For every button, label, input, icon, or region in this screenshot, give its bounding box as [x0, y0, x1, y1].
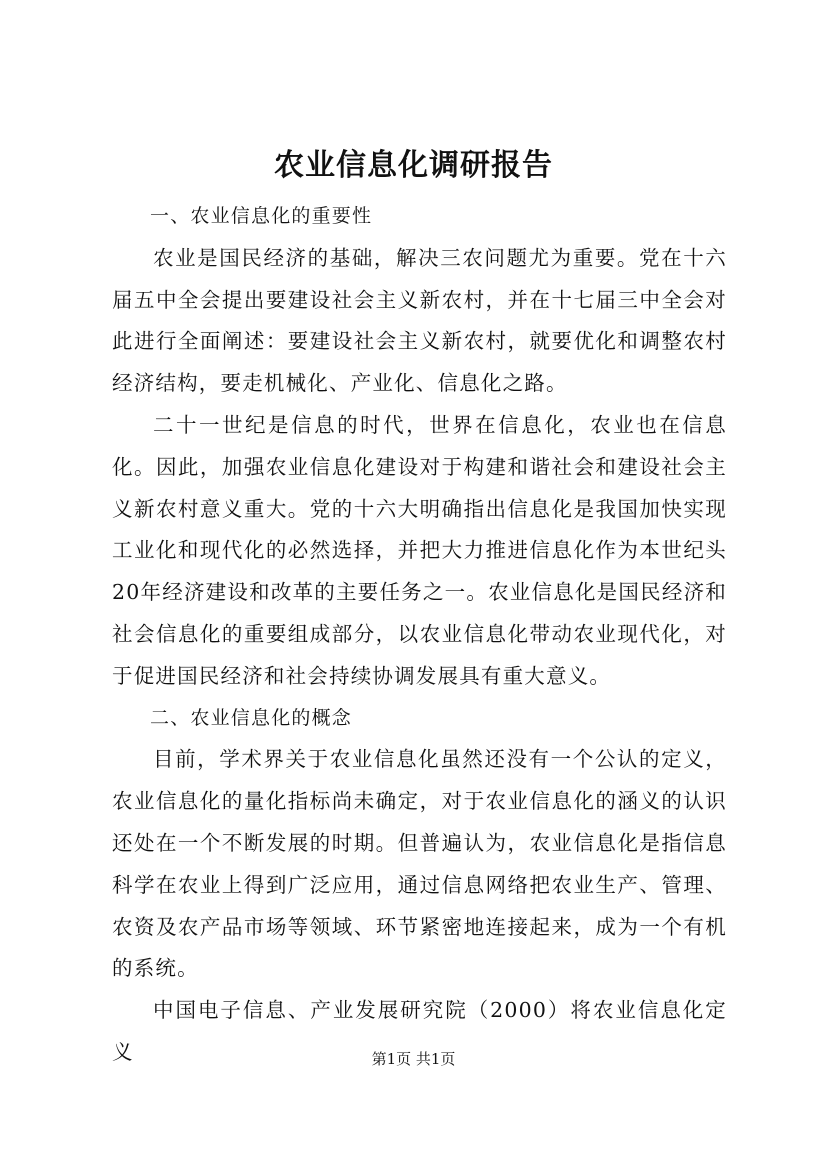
- page-number-footer: 第1页 共1页: [371, 1050, 456, 1068]
- section-heading-concept: 二、农业信息化的概念: [150, 706, 353, 729]
- paragraph: 二十一世纪是信息的时代，世界在信息化，农业也在信息化。因此，加强农业信息化建设对于构建和谐社会和建设社会主义新农村意义重大。党的十六大明确指出信息化是我国加快实现工业化和现代化的必然选择，并把大力推进信息化作为本世纪头20年经济建设和改革的主要任务之一。农业信息化是国民经济和社会信息化的重要组成部分，以农业信息化带动农业现代化，对于促进国民经济和社会持续协调发展具有重大意义。: [112, 412, 727, 688]
- section-heading-importance: 一、农业信息化的重要性: [150, 205, 373, 227]
- document-body: [112, 196, 727, 1074]
- paragraph: 目前，学术界关于农业信息化虽然还没有一个公认的定义，农业信息化的量化指标尚未确定，对于农业信息化的涵义的认识还处在一个不断发展的时期。但普遍认为，农业信息化是指信息科学在农业上得到广泛应用，通过信息网络把农业生产、管理、农资及农产品市场等领域、环节紧密地连接起来，成为一个有机的系统。: [112, 747, 727, 981]
- paragraph: 农业是国民经济的基础，解决三农问题尤为重要。党在十六届五中全会提出要建设社会主义新农村，并在十七届三中全会对此进行全面阐述：要建设社会主义新农村，就要优化和调整农村经济结构，要走机械化、产业化、信息化之路。: [112, 245, 727, 396]
- paragraph: 中国电子信息、产业发展研究院（2000）将农业信息化定义: [112, 998, 727, 1064]
- document-title: 农业信息化调研报告: [274, 148, 553, 183]
